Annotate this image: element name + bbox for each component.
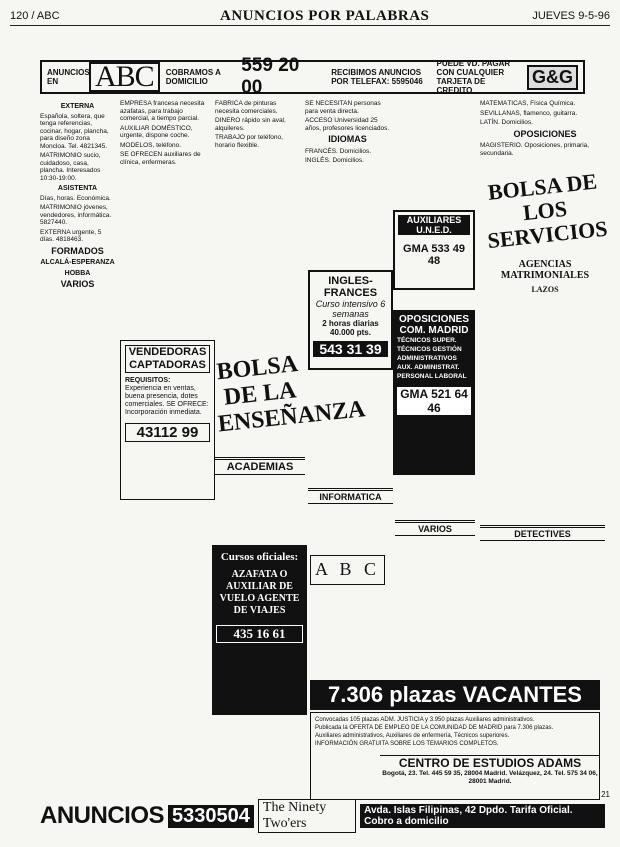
ad-text: EXTERNA urgente, 5 días. 4818463.: [40, 228, 102, 243]
bottom-phone: 5330504: [168, 805, 254, 828]
ad-text: SE OFRECEN auxiliares de clínica, enfermeras.: [120, 151, 201, 166]
bottom-anuncios: ANUNCIOS: [40, 802, 165, 829]
ad-text: MATRIMONIO sucio, cuidadoso, casa, plancha. Interesados 10:30-19:00.: [40, 152, 101, 182]
page-number: 21: [601, 790, 610, 799]
vendedoras-req: REQUISITOS:: [125, 377, 171, 384]
section-agencias: AGENCIAS MATRIMONIALES: [500, 259, 590, 281]
banner-cobramos: COBRAMOS A DOMICILIO: [165, 68, 221, 86]
oposiciones-ad: [393, 310, 475, 475]
ad-text: MODELOS, teléfono.: [120, 141, 182, 149]
abc-banner: [40, 55, 585, 98]
bolsa-title: BOLSA DE LA ENSEÑANZA: [215, 350, 367, 438]
vacantes-line: Convocadas 105 plazas ADM. JUSTICIA y 3.950 plazas Auxiliares administrativos.: [315, 717, 535, 723]
banner-pagar: PUEDE VD. PAGAR CON CUALQUIER TARJETA DE CREDITO: [436, 59, 511, 95]
section-detectives: DETECTIVES: [480, 525, 605, 541]
idiomas-title: INGLES-FRANCES: [323, 275, 378, 299]
page-title: ANUNCIOS POR PALABRAS: [220, 8, 430, 24]
ad-text: MATEMÁTICAS, Física Química.: [480, 100, 576, 107]
cursos-body: AZAFATA O AUXILIAR DE VUELO AGENTE DE VIAJES: [219, 569, 300, 616]
bottom-banner: [40, 802, 605, 830]
page-date: JUEVES 9-5-96: [532, 10, 610, 22]
ad-text: EMPRESA francesa necesita azafatas, para trabajo comercial, a tiempo parcial.: [120, 100, 205, 122]
cursos-title: Cursos oficiales:: [220, 551, 299, 563]
ad-text: SEVILLANAS, flamenco, guitarra.: [480, 109, 578, 117]
ad-text: INGLÉS. Domicilios.: [305, 157, 364, 164]
vendedoras-title: VENDEDORAS CAPTADORAS: [125, 345, 210, 373]
ad-text: AUXILIAR DOMÉSTICO, urgente, dispone coche.: [120, 124, 193, 139]
vacantes-line: Auxiliares administrativos, Auxiliares de enfermería, Técnicos superiores.: [315, 733, 510, 739]
idiomas-hours: 2 horas diarias 40.000 pts.: [322, 319, 379, 337]
section-informatica: INFORMATICA: [308, 488, 393, 504]
auxiliares-ad: [393, 210, 475, 290]
abc-logo: ABC: [89, 62, 160, 92]
ad-text: SE NECESITAN personas para venta directa.: [305, 100, 381, 115]
adams-ad: [380, 755, 600, 800]
heading: ALCALÁ-ESPERANZA: [40, 259, 115, 266]
ad-text: FABRICA de pinturas necesita comerciales.: [215, 100, 278, 115]
bottom-logo: The Ninety Two'ers: [258, 799, 356, 833]
vendedoras-body: Experiencia en ventas, buena presencia, dotes comerciales. SE OFRECE: Incorporación inmediata.: [125, 385, 209, 416]
ad-text: MATRIMONIO jóvenes, vendedores, informática. 5827440.: [40, 204, 112, 226]
cursos-ad: [212, 545, 307, 715]
column-b: [120, 100, 210, 330]
banner-phone: 559 20 00: [241, 55, 300, 98]
column-c: [215, 100, 300, 370]
aux-title: AUXILIARES U.N.E.D.: [398, 215, 470, 235]
section-title: VARIOS: [60, 279, 95, 289]
bolsa-servicios: [480, 165, 610, 294]
page-label: 120 / ABC: [10, 10, 60, 22]
section-academias: ACADEMIAS: [215, 457, 305, 475]
vendedoras-ad: [120, 340, 215, 500]
ad-text: ACCESO Universidad 25 años, profesores licenciados.: [305, 117, 390, 132]
heading: EXTERNA: [60, 103, 95, 110]
vacantes-line: Publicada la OFERTA DE EMPLEO DE LA COMUNIDAD DE MADRID para 7.306 plazas.: [315, 725, 554, 731]
ad-text: LATÍN. Domicilios.: [480, 119, 533, 126]
opos-item: PERSONAL LABORAL: [397, 373, 467, 380]
section-varios: VARIOS: [395, 520, 475, 536]
vendedoras-phone: 43112 99: [125, 423, 210, 442]
opos-phone: GMA 521 64 46: [397, 387, 471, 415]
cursos-phone: 435 16 61: [216, 625, 303, 643]
page-header: [10, 8, 610, 26]
banner-fax: RECIBIMOS ANUNCIOS POR TELEFAX: 5595046: [331, 68, 423, 86]
gg-logo: G&G: [527, 65, 578, 90]
opos-item: AUX. ADMINISTRAT.: [397, 364, 460, 371]
heading-lazos: LAZOS: [531, 285, 559, 294]
bolsa2-title: BOLSA DE LOS SERVICIOS: [486, 168, 609, 254]
ad-text: TRABAJO por teléfono, horario flexible.: [215, 134, 283, 149]
adams-title: CENTRO DE ESTUDIOS ADAMS: [380, 755, 600, 770]
section-oposiciones: OPOSICIONES: [513, 128, 577, 139]
opos-title: OPOSICIONES COM. MADRID: [398, 314, 469, 336]
vacantes-title: 7.306 plazas VACANTES: [310, 680, 600, 710]
section-title: FORMADOS: [51, 245, 104, 256]
abc-box: A B C: [310, 555, 385, 585]
heading: ASISTENTA: [57, 185, 98, 192]
ingles-frances-ad: [308, 270, 393, 370]
ad-text: FRANCÉS. Domicilios.: [305, 147, 372, 155]
bottom-address: Avda. Islas Filipinas, 42 Dpdo. Tarifa Oficial. Cobro a domicilio: [360, 804, 605, 828]
idiomas-phone: 543 31 39: [313, 341, 388, 357]
banner-label: ANUNCIOS EN: [47, 68, 90, 86]
ad-text: DINERO rápido sin aval, alquileres.: [215, 117, 286, 132]
column-a: [40, 100, 115, 630]
aux-phone: GMA 533 49 48: [403, 243, 465, 267]
ad-text: Días, horas. Económica.: [40, 194, 111, 202]
section-idiomas: IDIOMAS: [328, 134, 367, 144]
adams-address: Bogotá, 23. Tel. 445 59 35, 28004 Madrid. Velázquez, 24. Tel. 575 34 06, 28001 Madrid.: [382, 770, 598, 785]
opos-item: TÉCNICOS GESTIÓN: [397, 346, 462, 353]
column-d: [305, 100, 390, 250]
opos-item: TÉCNICOS SUPER.: [397, 337, 457, 344]
ad-text: MAGISTERIO. Oposiciones, primaria, secundaria.: [480, 142, 590, 157]
opos-item: ADMINISTRATIVOS: [397, 355, 457, 362]
idiomas-sub: Curso intensivo 6 semanas: [315, 299, 386, 319]
heading: HOBBA: [64, 269, 91, 277]
vacantes-line: INFORMACIÓN GRATUITA SOBRE LOS TEMARIOS COMPLETOS.: [315, 741, 499, 747]
ad-text: Española, soltera, que tenga referencias, cocinar, hogar, plancha, para diseño zona Moncloa. Tel. 4821345.: [40, 112, 109, 150]
